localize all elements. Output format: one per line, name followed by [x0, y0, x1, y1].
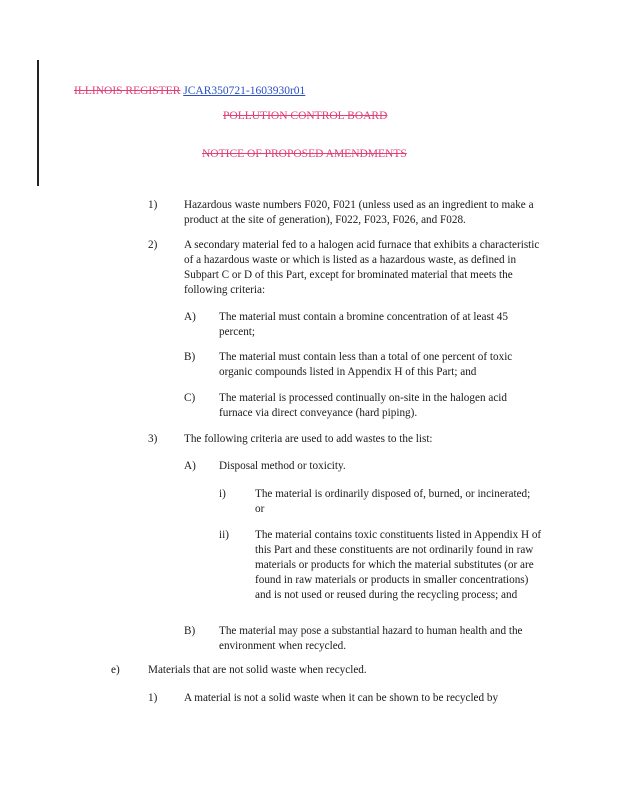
item-label: C) [184, 392, 196, 404]
item-label: 2) [148, 239, 158, 251]
item-label: B) [184, 351, 196, 363]
item-text: A material is not a solid waste when it can be shown to be recycled by [184, 692, 499, 704]
item-text: The material must contain less than a total of one percent of toxic organic compounds listed in Appendix H of this Part; and [219, 351, 513, 378]
item-text: The following criteria are used to add wastes to the list: [184, 433, 433, 445]
revision-margin-bar [37, 60, 39, 186]
item-text: Disposal method or toxicity. [219, 460, 346, 472]
item-text: The material contains toxic constituents listed in Appendix H of this Part and these constituents are not ordinarily found in raw materials or products for which the material substitutes (or are found in raw materials or products in smaller concentrations) and is not used or reused during the recycling process; and [255, 529, 542, 601]
item-text: A secondary material fed to a halogen acid furnace that exhibits a characteristic of a hazardous waste or which is listed as a hazardous waste, as defined in Subpart C or D of this Part, except for brominated material that meets the following criteria: [184, 239, 540, 296]
item-text: The material must contain a bromine concentration of at least 45 percent; [219, 311, 508, 338]
item-label: 1) [148, 199, 158, 211]
notice-heading: NOTICE OF PROPOSED AMENDMENTS [202, 148, 407, 160]
item-text: The material is processed continually on-site in the halogen acid furnace via direct conveyance (hard piping). [219, 392, 507, 419]
register-header [74, 85, 305, 97]
item-text: Hazardous waste numbers F020, F021 (unless used as an ingredient to make a product at the site of generation), F022, F023, F026, and F028. [184, 199, 534, 226]
item-label: ii) [219, 529, 229, 541]
item-label: 3) [148, 433, 158, 445]
item-label: i) [219, 488, 226, 500]
item-label: B) [184, 625, 196, 637]
item-text: The material is ordinarily disposed of, burned, or incinerated; or [255, 488, 531, 515]
board-heading: POLLUTION CONTROL BOARD [223, 110, 388, 122]
item-label: A) [184, 460, 196, 472]
item-text: Materials that are not solid waste when recycled. [148, 664, 367, 676]
item-label: e) [111, 664, 120, 676]
item-text: The material may pose a substantial hazard to human health and the environment when recycled. [219, 625, 523, 652]
item-label: 1) [148, 692, 158, 704]
register-title-struck: ILLINOIS REGISTER [74, 85, 181, 97]
register-id: JCAR350721-1603930r01 [183, 85, 306, 97]
item-label: A) [184, 311, 196, 323]
